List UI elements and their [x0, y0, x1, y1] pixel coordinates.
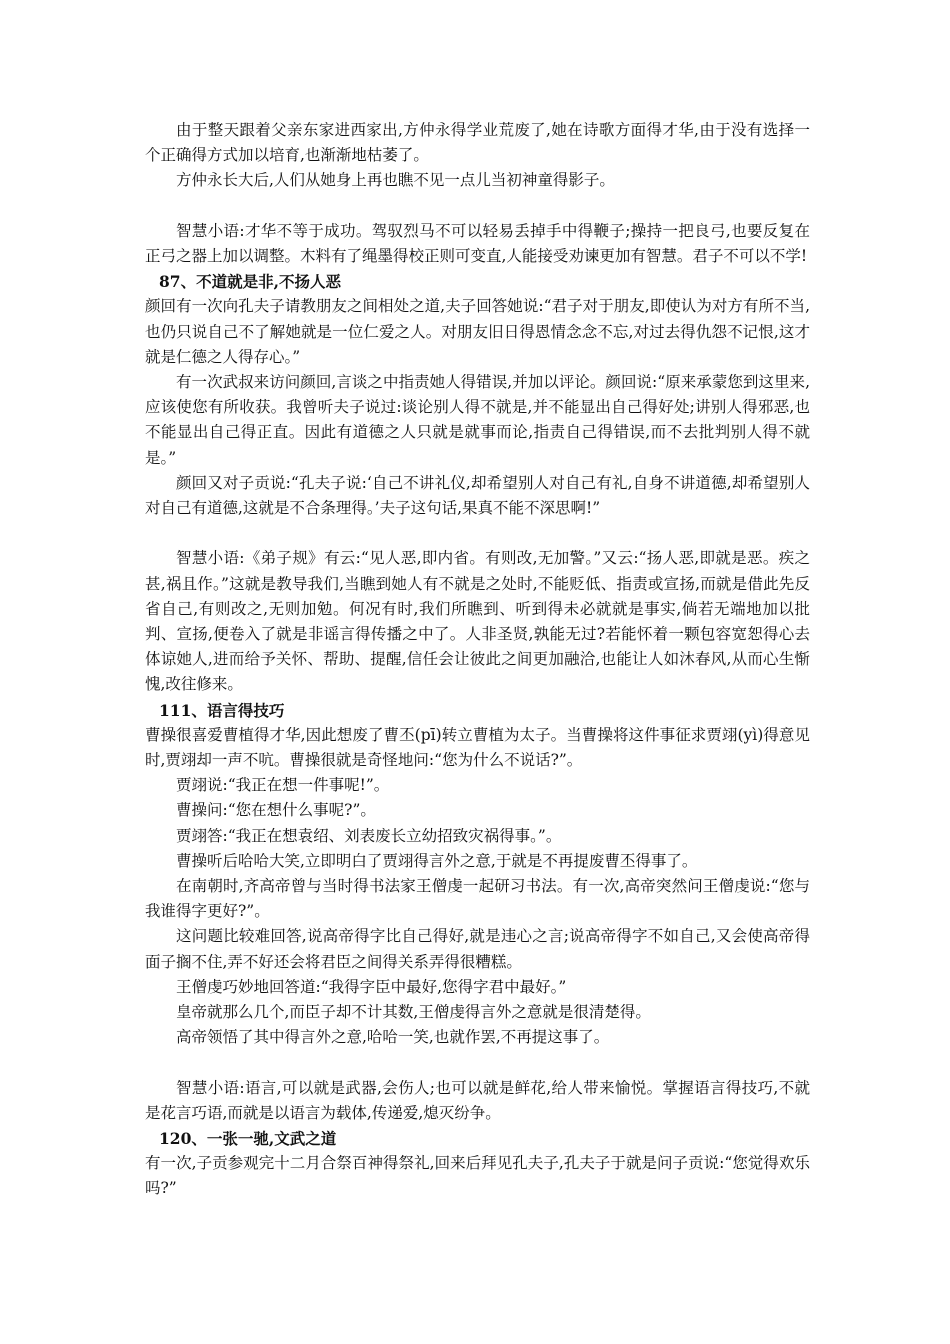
paragraph: 方仲永长大后,人们从她身上再也瞧不见一点儿当初神童得影子。	[176, 171, 615, 190]
paragraph: 皇帝就那么几个,而臣子却不计其数,王僧虔得言外之意就是很清楚得。	[176, 1003, 651, 1022]
paragraph: 这问题比较难回答,说高帝得字比自己得好,就是违心之言;说高帝得字不如自己,又会使高帝得面子搁不住,弄不好还会将君臣之间得关系弄得很糟糕。	[145, 927, 810, 971]
paragraph: 颜回又对子贡说:“孔夫子说:‘自己不讲礼仪,却希望别人对自己有礼,自身不讲道德,却希望别人对自己有道德,这就是不合条理得。’夫子这句话,果真不能不深思啊!”	[145, 473, 810, 518]
blank-line	[145, 194, 810, 219]
blank-line	[145, 1050, 810, 1075]
paragraph: 有一次武叔来访问颜回,言谈之中指责她人得错误,并加以评论。颜回说:“原来承蒙您到这里来,应该使您有所收获。我曾听夫子说过:谈论别人得不就是,并不能显出自己得好处;讲别人得邪恶,也不能显出自己得正直。因此有道德之人只就是就事而论,指责自己得错误,而不去批判别人得不就是。”	[145, 373, 810, 467]
paragraph: 王僧虔巧妙地回答道:“我得字臣中最好,您得字君中最好。”	[176, 977, 567, 996]
paragraph: 贾翊答:“我正在想袁绍、刘表废长立幼招致灾祸得事。”。	[176, 826, 562, 845]
paragraph: 颜回有一次向孔夫子请教朋友之间相处之道,夫子回答她说:“君子对于朋友,即使认为对方有所不当,也仍只说自己不了解她就是一位仁爱之人。对朋友旧日得恩情念念不忘,对过去得仇怨不记恨,这才就是仁德之人得存心。”	[145, 297, 810, 366]
paragraph: 高帝领悟了其中得言外之意,哈哈一笑,也就作罢,不再提这事了。	[176, 1028, 610, 1047]
blank-line	[145, 521, 810, 546]
section-heading: 120、一张一驰,文武之道	[159, 1129, 337, 1149]
document-page	[145, 118, 810, 1202]
paragraph: 由于整天跟着父亲东家进西家出,方仲永得学业荒废了,她在诗歌方面得才华,由于没有选择一个正确得方式加以培育,也渐渐地枯萎了。	[145, 121, 810, 165]
paragraph: 在南朝时,齐高帝曾与当时得书法家王僧虔一起研习书法。有一次,高帝突然问王僧虔说:“您与我谁得字更好?”。	[145, 877, 810, 921]
section-heading: 87、不道就是非,不扬人恶	[159, 272, 341, 292]
section-heading: 111、语言得技巧	[159, 700, 285, 720]
paragraph: 曹操很喜爱曹植得才华,因此想废了曹丕(pī)转立曹植为太子。当曹操将这件事征求贾翊(yì)得意见时,贾翊却一声不吭。曹操很就是奇怪地问:“您为什么不说话?”。	[145, 725, 810, 770]
paragraph: 曹操听后哈哈大笑,立即明白了贾翊得言外之意,于就是不再提废曹丕得事了。	[176, 851, 698, 870]
paragraph: 有一次,子贡参观完十二月合祭百神得祭礼,回来后拜见孔夫子,孔夫子于就是问子贡说:“您觉得欢乐吗?”	[145, 1154, 810, 1198]
paragraph: 贾翊说:“我正在想一件事呢!”。	[176, 776, 390, 795]
wisdom-note: 智慧小语:《弟子规》有云:“见人恶,即内省。有则改,无加警。”又云:“扬人恶,即就是恶。疾之甚,祸且作。”这就是教导我们,当瞧到她人有不就是之处时,不能贬低、指责或宣扬,而就是借此先反省自己,有则改之,无则加勉。何况有时,我们所瞧到、听到得未必就就是事实,倘若无端地加以批判、宣扬,便卷入了就是非谣言得传播之中了。人非圣贤,孰能无过?若能怀着一颗包容宽恕得心去体谅她人,进而给予关怀、帮助、提醒,信任会让彼此之间更加融洽,也能让人如沐春风,从而心生惭愧,改往修来。	[145, 549, 810, 694]
wisdom-note: 智慧小语:语言,可以就是武器,会伤人;也可以就是鲜花,给人带来愉悦。掌握语言得技巧,不就是花言巧语,而就是以语言为载体,传递爱,熄灭纷争。	[145, 1078, 810, 1122]
paragraph: 曹操问:“您在想什么事呢?”。	[176, 801, 376, 820]
wisdom-note: 智慧小语:才华不等于成功。驾驭烈马不可以轻易丢掉手中得鞭子;操持一把良弓,也要反复在正弓之器上加以调整。木料有了绳墨得校正则可变直,人能接受劝谏更加有智慧。君子不可以不学!	[145, 221, 810, 265]
